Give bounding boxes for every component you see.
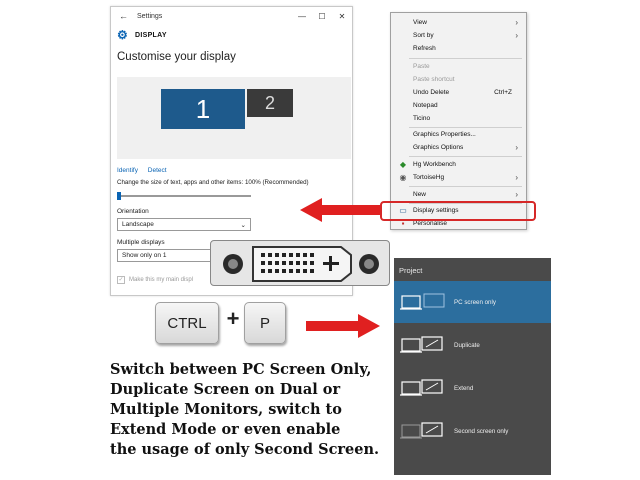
maximize-button[interactable]: ☐ bbox=[318, 11, 326, 21]
monitor-icon: ▭ bbox=[399, 206, 407, 215]
monitor-arrangement bbox=[117, 77, 351, 159]
main-display-checkbox[interactable]: ✓ bbox=[118, 277, 124, 283]
orientation-value: Landscape bbox=[122, 221, 154, 228]
project-option-second-screen-only[interactable] bbox=[394, 410, 551, 452]
window-title: Settings bbox=[137, 12, 163, 20]
menu-item-label: New bbox=[413, 191, 427, 198]
menu-item-new[interactable] bbox=[413, 189, 518, 201]
menu-item-label: Refresh bbox=[413, 45, 436, 52]
menu-item-label: Personalise bbox=[413, 220, 447, 227]
chevron-right-icon: › bbox=[515, 173, 518, 182]
scale-slider[interactable] bbox=[117, 192, 251, 200]
close-button[interactable]: ✕ bbox=[338, 11, 346, 21]
chevron-right-icon: › bbox=[515, 31, 518, 40]
menu-item-view[interactable] bbox=[413, 17, 518, 29]
plus-sign: + bbox=[226, 306, 240, 331]
menu-item-tortoisehg[interactable] bbox=[413, 172, 518, 184]
menu-item-label: Paste shortcut bbox=[413, 76, 455, 83]
dvi-connector-icon bbox=[211, 241, 391, 287]
personalise-icon: ▪ bbox=[401, 219, 405, 228]
project-title: Project bbox=[399, 266, 423, 275]
description-line: Switch between PC Screen Only, bbox=[110, 361, 372, 378]
scale-label: Change the size of text, apps and other items: 100% (Recommended) bbox=[117, 179, 309, 186]
menu-item-refresh[interactable] bbox=[413, 43, 518, 55]
title-bar bbox=[111, 7, 352, 25]
project-option-duplicate[interactable] bbox=[394, 324, 551, 366]
chevron-right-icon: › bbox=[515, 190, 518, 199]
menu-item-label: Undo Delete bbox=[413, 89, 450, 96]
minimize-button[interactable]: — bbox=[298, 11, 306, 21]
menu-item-label: View bbox=[413, 19, 427, 26]
menu-item-paste[interactable] bbox=[413, 61, 518, 73]
orientation-label: Orientation bbox=[117, 208, 149, 215]
arrow-left-icon bbox=[300, 198, 380, 222]
menu-item-label: Sort by bbox=[413, 32, 434, 39]
pc-screen-only-icon bbox=[400, 292, 454, 312]
section-label: DISPLAY bbox=[135, 31, 167, 39]
menu-divider bbox=[409, 58, 522, 59]
display-settings-highlight bbox=[380, 201, 536, 221]
detect-link[interactable]: Detect bbox=[147, 167, 167, 174]
menu-item-label: Hg Workbench bbox=[413, 161, 456, 168]
menu-item-label: Graphics Properties... bbox=[413, 131, 476, 138]
multiple-displays-value: Show only on 1 bbox=[122, 252, 167, 259]
menu-item-sort-by[interactable] bbox=[413, 30, 518, 42]
menu-item-label: Notepad bbox=[413, 102, 438, 109]
option-label: Duplicate bbox=[454, 341, 480, 349]
back-button[interactable]: ← bbox=[119, 11, 128, 21]
tortoisehg-icon: ◉ bbox=[399, 173, 407, 182]
option-label: PC screen only bbox=[454, 298, 496, 306]
desktop-context-menu bbox=[390, 12, 527, 230]
description-line: Multiple Monitors, switch to bbox=[110, 401, 342, 418]
description-text bbox=[110, 360, 410, 460]
description-line: Duplicate Screen on Dual or bbox=[110, 381, 341, 398]
menu-item-paste-shortcut[interactable] bbox=[413, 74, 518, 86]
section-header bbox=[111, 25, 352, 45]
slider-track bbox=[117, 195, 251, 197]
second-screen-only-icon bbox=[400, 421, 454, 441]
menu-item-label: TortoiseHg bbox=[413, 174, 445, 181]
p-key: P bbox=[244, 302, 286, 344]
orientation-dropdown[interactable] bbox=[117, 218, 251, 231]
description-line: Extend Mode or even enable bbox=[110, 421, 341, 438]
menu-item-label: Ticino bbox=[413, 115, 431, 122]
slider-thumb[interactable] bbox=[117, 192, 121, 200]
arrow-right-icon bbox=[306, 314, 380, 338]
menu-item-graphics-properties[interactable] bbox=[413, 129, 518, 141]
gear-icon: ⚙ bbox=[117, 28, 129, 42]
menu-item-undo-delete[interactable] bbox=[413, 87, 518, 99]
project-option-extend[interactable] bbox=[394, 367, 551, 409]
ctrl-key: CTRL bbox=[155, 302, 219, 344]
hg-workbench-icon: ◆ bbox=[399, 160, 407, 169]
main-display-label: Make this my main displ bbox=[129, 277, 194, 283]
project-panel bbox=[394, 258, 551, 475]
menu-divider bbox=[409, 127, 522, 128]
menu-item-notepad[interactable] bbox=[413, 100, 518, 112]
menu-item-ticino[interactable] bbox=[413, 113, 518, 125]
chevron-right-icon: › bbox=[515, 18, 518, 27]
dvi-connector-image bbox=[210, 240, 390, 286]
monitor-links bbox=[111, 159, 352, 179]
monitor-2-tile[interactable]: 2 bbox=[247, 89, 293, 117]
extend-icon bbox=[400, 378, 454, 398]
chevron-down-icon: ⌄ bbox=[240, 221, 246, 229]
page-title: Customise your display bbox=[117, 51, 236, 63]
multiple-displays-label: Multiple displays bbox=[117, 239, 165, 246]
menu-item-label: Graphics Options bbox=[413, 144, 464, 151]
monitor-1-tile[interactable]: 1 bbox=[161, 89, 245, 129]
menu-item-hg-workbench[interactable] bbox=[413, 159, 518, 171]
menu-item-label: Paste bbox=[413, 63, 430, 70]
chevron-right-icon: › bbox=[515, 143, 518, 152]
menu-divider bbox=[409, 156, 522, 157]
option-label: Extend bbox=[454, 384, 474, 392]
identify-link[interactable]: Identify bbox=[117, 167, 138, 174]
duplicate-icon bbox=[400, 335, 454, 355]
menu-item-graphics-options[interactable] bbox=[413, 142, 518, 154]
menu-divider bbox=[409, 186, 522, 187]
project-option-pc-screen-only[interactable] bbox=[394, 281, 551, 323]
option-label: Second screen only bbox=[454, 427, 509, 435]
shortcut-text: Ctrl+Z bbox=[494, 89, 512, 96]
menu-item-label: Display settings bbox=[413, 207, 459, 214]
description-line: the usage of only Second Screen. bbox=[110, 441, 380, 458]
